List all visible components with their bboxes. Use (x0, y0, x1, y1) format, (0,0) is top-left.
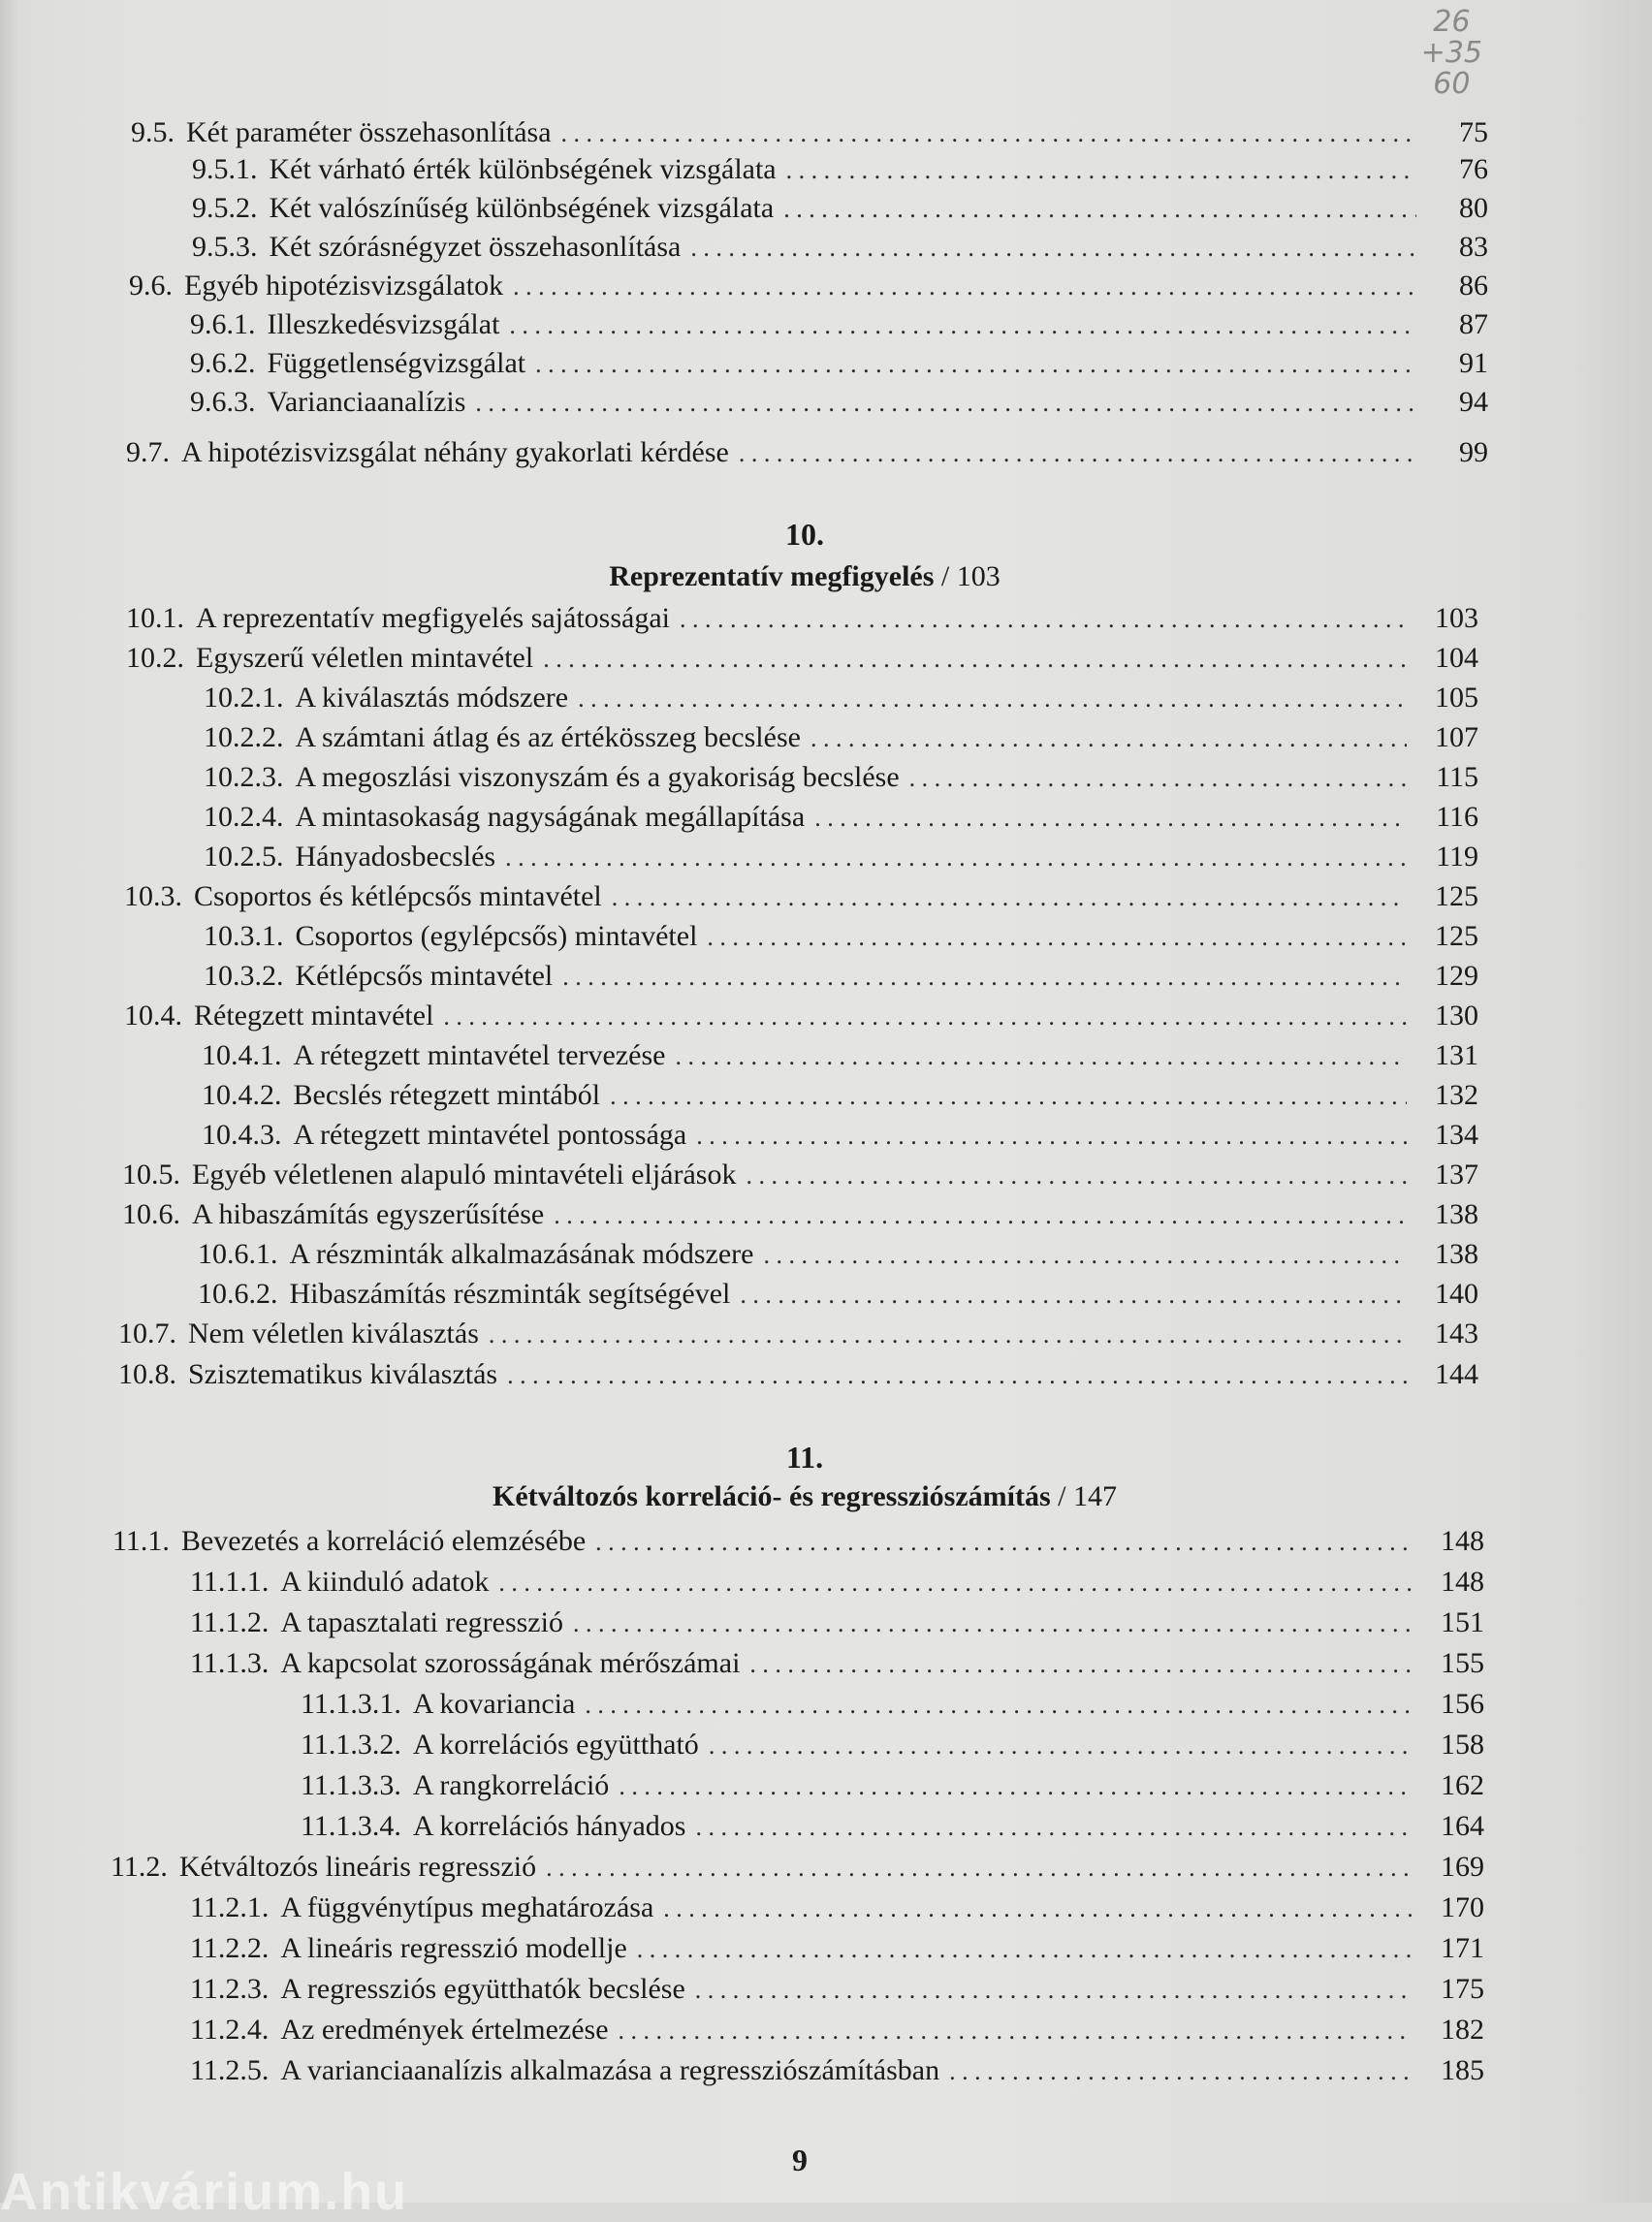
toc-entry: 10.3.1. Csoportos (egylépcsős) mintavétel . . . 125 (204, 918, 1478, 955)
chapter-start-page: / 147 (1058, 1480, 1117, 1512)
toc-entry: 9.6. Egyéb hipotézisvizsgálatok . . . 86 (129, 268, 1488, 304)
chapter-title (0, 1480, 1609, 1513)
toc-entry: 10.4.2. Becslés rétegzett mintából . . . 132 (202, 1077, 1478, 1114)
toc-entry: 11.1.3.4. A korrelációs hányados . . . 164 (301, 1808, 1484, 1845)
toc-entry: 9.6.1. Illeszkedésvizsgálat . . . 87 (190, 306, 1488, 343)
toc-entry: 10.7. Nem véletlen kiválasztás . . . 143 (118, 1316, 1478, 1352)
toc-entry: 10.2.3. A megoszlási viszonyszám és a gyakoriság becslése . . . 115 (204, 759, 1478, 796)
toc-entry: 10.2. Egyszerű véletlen mintavétel . . . 104 (126, 640, 1478, 677)
toc-entry: 10.1. A reprezentatív megfigyelés sajátosságai . . . 103 (126, 600, 1478, 637)
toc-entry: 11.1.2. A tapasztalati regresszió . . . 151 (190, 1604, 1484, 1641)
toc-entry: 11.2.2. A lineáris regresszió modellje . . . 171 (190, 1930, 1484, 1967)
toc-entry: 9.7. A hipotézisvizsgálat néhány gyakorlati kérdése . . . 99 (126, 434, 1488, 471)
chapter-title (0, 560, 1609, 593)
chapter-number: 11. (785, 1440, 824, 1475)
toc-entry: 11.1.1. A kiinduló adatok . . . 148 (190, 1564, 1484, 1601)
toc-entry: 11.2.4. Az eredmények értelmezése . . . 182 (190, 2012, 1484, 2048)
toc-entry: 10.2.2. A számtani átlag és az értékösszeg becslése . . . 107 (204, 719, 1478, 756)
toc-entry: 10.3.2. Kétlépcsős mintavétel . . . 129 (204, 958, 1478, 995)
toc-entry: 11.1.3.2. A korrelációs együttható . . . 158 (301, 1727, 1484, 1763)
toc-entry: 9.6.2. Függetlenségvizsgálat . . . 91 (190, 345, 1488, 382)
toc-entry: 11.1.3. A kapcsolat szorosságának mérőszámai . . . 155 (190, 1645, 1484, 1682)
toc-entry: 10.4.1. A rétegzett mintavétel tervezése . . . 131 (202, 1037, 1478, 1074)
toc-entry: 11.2. Kétváltozós lineáris regresszió . . . 169 (111, 1849, 1484, 1886)
toc-entry: 10.6.2. Hibaszámítás részminták segítségével . . . 140 (198, 1276, 1478, 1313)
chapter-start-page: / 103 (940, 560, 1001, 592)
toc-entry: 9.6.3. Varianciaanalízis . . . 94 (190, 384, 1488, 421)
toc-entry: 11.2.5. A varianciaanalízis alkalmazása a regressziószámításban . . . 185 (190, 2052, 1484, 2089)
toc-entry: 10.2.4. A mintasokaság nagyságának megállapítása . . . 116 (204, 799, 1478, 836)
toc-entry: 10.2.5. Hányadosbecslés . . . 119 (204, 839, 1478, 875)
pencil-note: 26 (1433, 5, 1471, 39)
chapter-number: 10. (785, 517, 824, 552)
pencil-notes (1420, 5, 1482, 101)
toc-entry: 11.2.3. A regressziós együtthatók becslése . . . 175 (190, 1971, 1484, 2008)
chapter-title-text: Kétváltozós korreláció- és regressziószámítás (492, 1480, 1051, 1512)
toc-entry: 9.5. Két paraméter összehasonlítása . . . 75 (131, 114, 1488, 151)
toc-entry: 9.5.3. Két szórásnégyzet összehasonlítása . . . 83 (192, 229, 1488, 266)
toc-entry: 10.4. Rétegzett mintavétel . . . 130 (124, 998, 1478, 1034)
pencil-note: 60 (1433, 67, 1471, 101)
page-number: 9 (792, 2143, 808, 2177)
toc-entry: 9.5.1. Két várható érték különbségének vizsgálata . . . 76 (192, 151, 1488, 188)
toc-entry: 10.6. A hibaszámítás egyszerűsítése . . . 138 (122, 1196, 1478, 1233)
toc-entry: 10.5. Egyéb véletlenen alapuló mintavételi eljárások . . . 137 (122, 1157, 1478, 1193)
toc-entry: 10.8. Szisztematikus kiválasztás . . . 144 (118, 1356, 1478, 1393)
pencil-note: +35 (1420, 36, 1482, 70)
toc-entry: 11.1.3.3. A rangkorreláció . . . 162 (301, 1767, 1484, 1804)
toc-entry: 10.4.3. A rétegzett mintavétel pontossága . . . 134 (202, 1117, 1478, 1154)
watermark: Antikvárium.hu (0, 2163, 409, 2221)
toc-entry: 11.1. Bevezetés a korreláció elemzésébe . . . 148 (112, 1523, 1484, 1560)
toc-entry: 11.1.3.1. A kovariancia . . . 156 (301, 1686, 1484, 1723)
toc-entry: 10.6.1. A részminták alkalmazásának módszere . . . 138 (198, 1236, 1478, 1273)
toc-entry: 11.2.1. A függvénytípus meghatározása . . . 170 (190, 1889, 1484, 1926)
toc-entry: 10.2.1. A kiválasztás módszere . . . 105 (204, 680, 1478, 716)
chapter-title-text: Reprezentatív megfigyelés (609, 560, 935, 592)
toc-entry: 10.3. Csoportos és kétlépcsős mintavétel . . . 125 (124, 878, 1478, 915)
toc-entry: 9.5.2. Két valószínűség különbségének vizsgálata . . . 80 (192, 190, 1488, 227)
